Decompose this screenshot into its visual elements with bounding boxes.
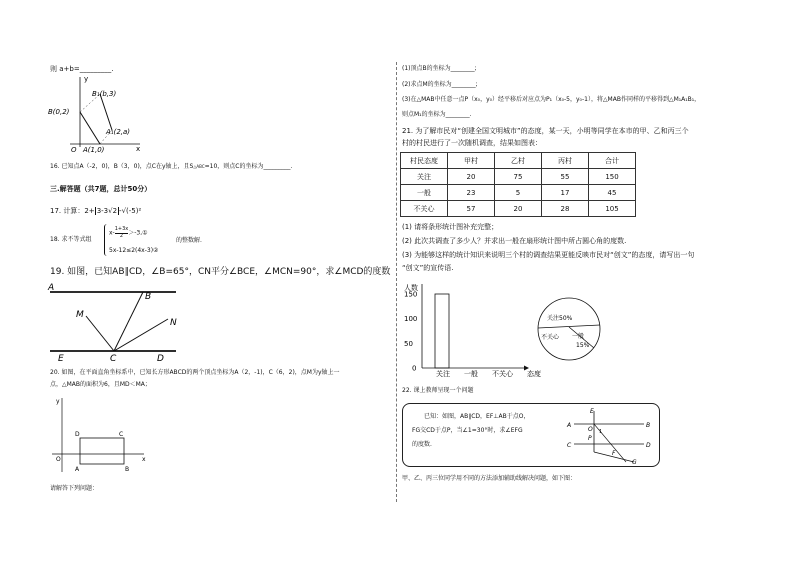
section-3-heading: 三.解答题（共7题，总计50分）	[50, 185, 152, 193]
survey-table	[400, 152, 636, 217]
question-20-part3: (3)在△MAB中任意一点P（x₀，y₀）经平移后对应点为P₁（x₀-5，y₀-1），将△MAB作同样的平移得到△M₁A₁B₁，	[402, 96, 701, 103]
pie-label-unconcerned: 不关心	[541, 334, 560, 341]
table-cell: 关注	[401, 169, 448, 185]
y-tick-label: 0	[412, 364, 417, 373]
question-18-line1: x- $\frac{1+3x}{2}$ ＞-3,①	[109, 226, 148, 239]
system-brace	[104, 224, 107, 256]
question-18-label: 18. 求不等式组	[50, 236, 92, 243]
table-cell: 105	[589, 201, 636, 217]
question-21-sub2: (2) 此次共调查了多少人？并求出一般在扇形统计图中所占圆心角的度数.	[402, 237, 627, 245]
fig1-point-a: A(1,0)	[83, 146, 105, 154]
question-19: 19. 如图，已知AB∥CD，∠B=65°，CN平分∠BCE，∠MCN=90°，求∠MCD的度数	[50, 267, 391, 277]
question-20-part3-cont: 则点M₁的坐标为________.	[402, 111, 472, 118]
bar-chart	[398, 278, 546, 378]
x-category-label: 关注	[436, 370, 450, 378]
bar-chart-x-title: 态度	[527, 370, 541, 378]
pie-label-percent: 15%	[576, 342, 590, 349]
bar-chart-y-title: 人数	[404, 284, 418, 292]
figure-rectangle-20	[50, 394, 150, 474]
fig22-label-g: G	[632, 459, 637, 466]
question-22-box-line2: FG交CD于点P，当∠1=30°时，求∠EFG	[412, 427, 523, 434]
question-22-footer: 甲、乙、丙三位同学用不同的方法添加辅助线解决问题，如下图：	[402, 475, 577, 482]
fig20-label-d: D	[75, 431, 80, 438]
question-20-line1: 20. 如图，在平面直角坐标系中，已知长方形ABCD的两个顶点坐标为A（2，-1)，C（6，2)，点M为y轴上一	[50, 369, 340, 376]
table-header-cell: 村民态度	[401, 153, 448, 169]
fig22-label-o: O	[588, 426, 593, 433]
table-row	[401, 169, 636, 185]
table-cell: 20	[448, 169, 495, 185]
fig20-label-c: C	[119, 431, 124, 438]
question-21-sub3-line2: “创文”的宣传语.	[402, 264, 454, 272]
y-tick-label: 100	[404, 315, 418, 324]
fig22-label-f: F	[612, 450, 616, 457]
table-cell: 不关心	[401, 201, 448, 217]
table-row	[401, 185, 636, 201]
table-cell: 57	[448, 201, 495, 217]
table-cell: 45	[589, 185, 636, 201]
question-21-line1: 21. 为了解市民对“创建全国文明城市”的态度，某一天，小明等同学在本市的甲、乙和丙三个	[402, 127, 689, 135]
fig19-label-m: M	[76, 310, 84, 320]
fig22-label-b: B	[646, 422, 651, 429]
pie-label-attention: 关注50%	[547, 315, 573, 322]
question-17: 17. 计算：2+ 3-3√2 -√(-5)²	[50, 207, 142, 215]
figure-parallel-lines-19	[46, 282, 186, 362]
answer-prompt: 请解答下列问题：	[50, 485, 99, 492]
fig19-label-b: B	[145, 292, 152, 302]
fig1-point-b1: B₁(b,3)	[92, 90, 117, 98]
fig1-point-a1: A₁(2,a)	[106, 128, 131, 136]
fig22-label-c: C	[567, 442, 572, 449]
x-category-label: 不关心	[492, 370, 513, 378]
figure-coordinate-1	[48, 72, 170, 154]
y-tick-label: 150	[404, 290, 418, 299]
fig19-label-e: E	[58, 354, 64, 364]
question-18-tail: 的整数解.	[176, 237, 202, 244]
table-header-cell: 合计	[589, 153, 636, 169]
table-cell: 150	[589, 169, 636, 185]
question-21-line2: 村的村民进行了一次随机调查，结果如图表：	[402, 139, 542, 147]
question-21-sub3-line1: (3) 为能够这样的统计知识来说明三个村的调查结果更能反映市民对“创文”的态度，请写出一句	[402, 251, 695, 259]
table-cell: 28	[542, 201, 589, 217]
table-header-row	[401, 153, 636, 169]
fig20-y-label: y	[56, 398, 60, 405]
fig20-label-a: A	[75, 466, 80, 473]
table-cell: 20	[495, 201, 542, 217]
table-cell: 一般	[401, 185, 448, 201]
table-header-cell: 乙村	[495, 153, 542, 169]
table-header-cell: 丙村	[542, 153, 589, 169]
fig1-point-b: B(0,2)	[48, 108, 70, 116]
fig20-origin: O	[56, 456, 61, 463]
fig22-label-a: A	[567, 422, 572, 429]
fig22-angle-1: 1	[599, 429, 603, 435]
figure-22	[566, 406, 658, 466]
fig1-x-label: x	[136, 145, 141, 153]
fig19-label-d: D	[157, 354, 164, 364]
fig20-x-label: x	[142, 456, 146, 463]
fig22-label-p: P	[588, 435, 592, 442]
bar-mark	[435, 294, 449, 368]
question-20-part1: (1)顶点B的坐标为________;	[402, 65, 477, 72]
pie-chart	[536, 296, 602, 362]
fig22-label-e: E	[590, 408, 594, 415]
table-header-cell: 甲村	[448, 153, 495, 169]
y-tick-label: 50	[404, 339, 413, 348]
question-20-part2: (2)求点M的坐标为________;	[402, 81, 478, 88]
table-cell: 23	[448, 185, 495, 201]
question-20-line2: 点，△MAB的面积为6，且MD＜MA；	[50, 381, 151, 388]
question-22: 22. 课上教师呈现一个问题	[402, 387, 474, 394]
table-cell: 55	[542, 169, 589, 185]
table-cell: 17	[542, 185, 589, 201]
table-row	[401, 201, 636, 217]
table-cell: 5	[495, 185, 542, 201]
x-category-label: 一般	[464, 370, 478, 378]
table-cell: 75	[495, 169, 542, 185]
question-22-box-line3: 的度数.	[412, 441, 432, 448]
fig19-label-n: N	[170, 318, 177, 328]
fig1-origin: O	[71, 146, 77, 154]
top-line: 则 a+b=_________.	[50, 65, 114, 73]
question-16: 16. 已知点A（-2，0)，B（3，0)，点C在y轴上，且S△ABC=10，则点C的坐标为_________.	[50, 163, 293, 170]
column-divider	[396, 62, 397, 502]
question-18-line2: 5x-12≤2(4x-3)②	[109, 247, 159, 254]
fig19-label-c: C	[110, 354, 117, 364]
fig20-label-b: B	[125, 466, 130, 473]
fig19-label-a: A	[48, 283, 55, 293]
pie-label-general: 一般	[572, 333, 585, 340]
question-21-sub1: (1) 请将条形统计图补充完整；	[402, 223, 499, 231]
fig1-y-label: y	[84, 75, 89, 83]
question-22-box-line1: 已知：如图，AB∥CD，EF⊥AB于点O，	[424, 413, 530, 420]
fig22-label-d: D	[646, 442, 651, 449]
